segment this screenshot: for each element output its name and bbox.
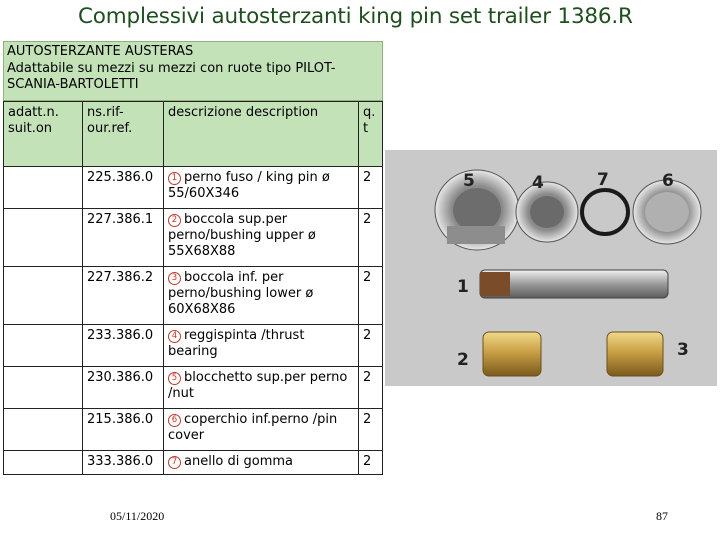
description-cell <box>164 267 359 325</box>
table-header-row <box>4 102 383 167</box>
qty-cell: 2 <box>359 167 383 209</box>
table-row <box>4 367 383 409</box>
item-number-badge: 2 <box>168 214 181 227</box>
description-text: coperchio inf.perno /pin cover <box>168 412 338 443</box>
footer-date: 05/11/2020 <box>110 509 165 523</box>
item-number-badge: 3 <box>168 272 181 285</box>
parts-photo <box>385 150 717 386</box>
item-number-badge: 1 <box>168 172 181 185</box>
qty-cell: 2 <box>359 209 383 267</box>
header-line-2: Adattabile su mezzi su mezzi con ruote tipo PILOT- <box>7 60 336 76</box>
table-row <box>4 409 383 451</box>
ref-cell: 333.386.0 <box>83 451 164 475</box>
ref-cell: 230.386.0 <box>83 367 164 409</box>
suit-cell <box>4 209 83 267</box>
col-header-ref: ns.rif-our.ref. <box>83 102 164 167</box>
suit-cell <box>4 267 83 325</box>
part-1-king-pin <box>480 270 668 298</box>
description-cell <box>164 167 359 209</box>
photo-label-5: 5 <box>463 171 475 191</box>
table-row <box>4 325 383 367</box>
parts-photo-drawing <box>385 150 717 386</box>
description-text: perno fuso / king pin ø 55/60X346 <box>168 170 330 201</box>
description-text: reggispinta /thrust bearing <box>168 328 305 359</box>
table-row <box>4 451 383 475</box>
description-cell <box>164 325 359 367</box>
col-header-qty: q. t <box>359 102 383 167</box>
description-cell <box>164 409 359 451</box>
table-row <box>4 267 383 325</box>
qty-cell: 2 <box>359 451 383 475</box>
ref-cell: 227.386.1 <box>83 209 164 267</box>
suit-cell <box>4 325 83 367</box>
item-number-badge: 4 <box>168 330 181 343</box>
header-line-1: AUTOSTERZANTE AUSTERAS <box>7 44 194 59</box>
suit-cell <box>4 409 83 451</box>
photo-label-7: 7 <box>597 170 609 190</box>
photo-label-3: 3 <box>677 340 689 360</box>
parts-table <box>3 101 383 475</box>
photo-label-1: 1 <box>457 277 469 297</box>
part-2-bushing-upper <box>483 332 541 376</box>
qty-cell: 2 <box>359 325 383 367</box>
ref-cell: 227.386.2 <box>83 267 164 325</box>
description-text: boccola inf. per perno/bushing lower ø 60X68X86 <box>168 270 314 317</box>
description-cell <box>164 367 359 409</box>
description-text: blocchetto sup.per perno /nut <box>168 370 348 401</box>
col-header-suit: adatt.n. suit.on <box>4 102 83 167</box>
ref-cell: 225.386.0 <box>83 167 164 209</box>
table-row <box>4 167 383 209</box>
part-5-nut <box>435 170 519 250</box>
col-header-description: descrizione description <box>164 102 359 167</box>
table-row <box>4 209 383 267</box>
item-number-badge: 6 <box>168 414 181 427</box>
item-number-badge: 5 <box>168 372 181 385</box>
item-number-badge: 7 <box>168 456 181 469</box>
product-header-box <box>3 41 383 101</box>
photo-label-6: 6 <box>662 171 674 191</box>
ref-cell: 215.386.0 <box>83 409 164 451</box>
description-cell <box>164 451 359 475</box>
suit-cell <box>4 451 83 475</box>
suit-cell <box>4 367 83 409</box>
photo-label-2: 2 <box>457 350 469 370</box>
suit-cell <box>4 167 83 209</box>
page-title: Complessivi autosterzanti king pin set trailer 1386.R <box>78 4 633 29</box>
page-number: 87 <box>656 509 668 523</box>
part-4-thrust-bearing <box>516 182 578 242</box>
qty-cell: 2 <box>359 267 383 325</box>
photo-label-4: 4 <box>532 173 544 193</box>
header-line-3: SCANIA-BARTOLETTI <box>7 77 139 92</box>
qty-cell: 2 <box>359 367 383 409</box>
ref-cell: 233.386.0 <box>83 325 164 367</box>
description-cell <box>164 209 359 267</box>
qty-cell: 2 <box>359 409 383 451</box>
part-3-bushing-lower <box>607 332 663 376</box>
description-text: boccola sup.per perno/bushing upper ø 55X68X88 <box>168 212 316 259</box>
description-text: anello di gomma <box>184 454 294 469</box>
